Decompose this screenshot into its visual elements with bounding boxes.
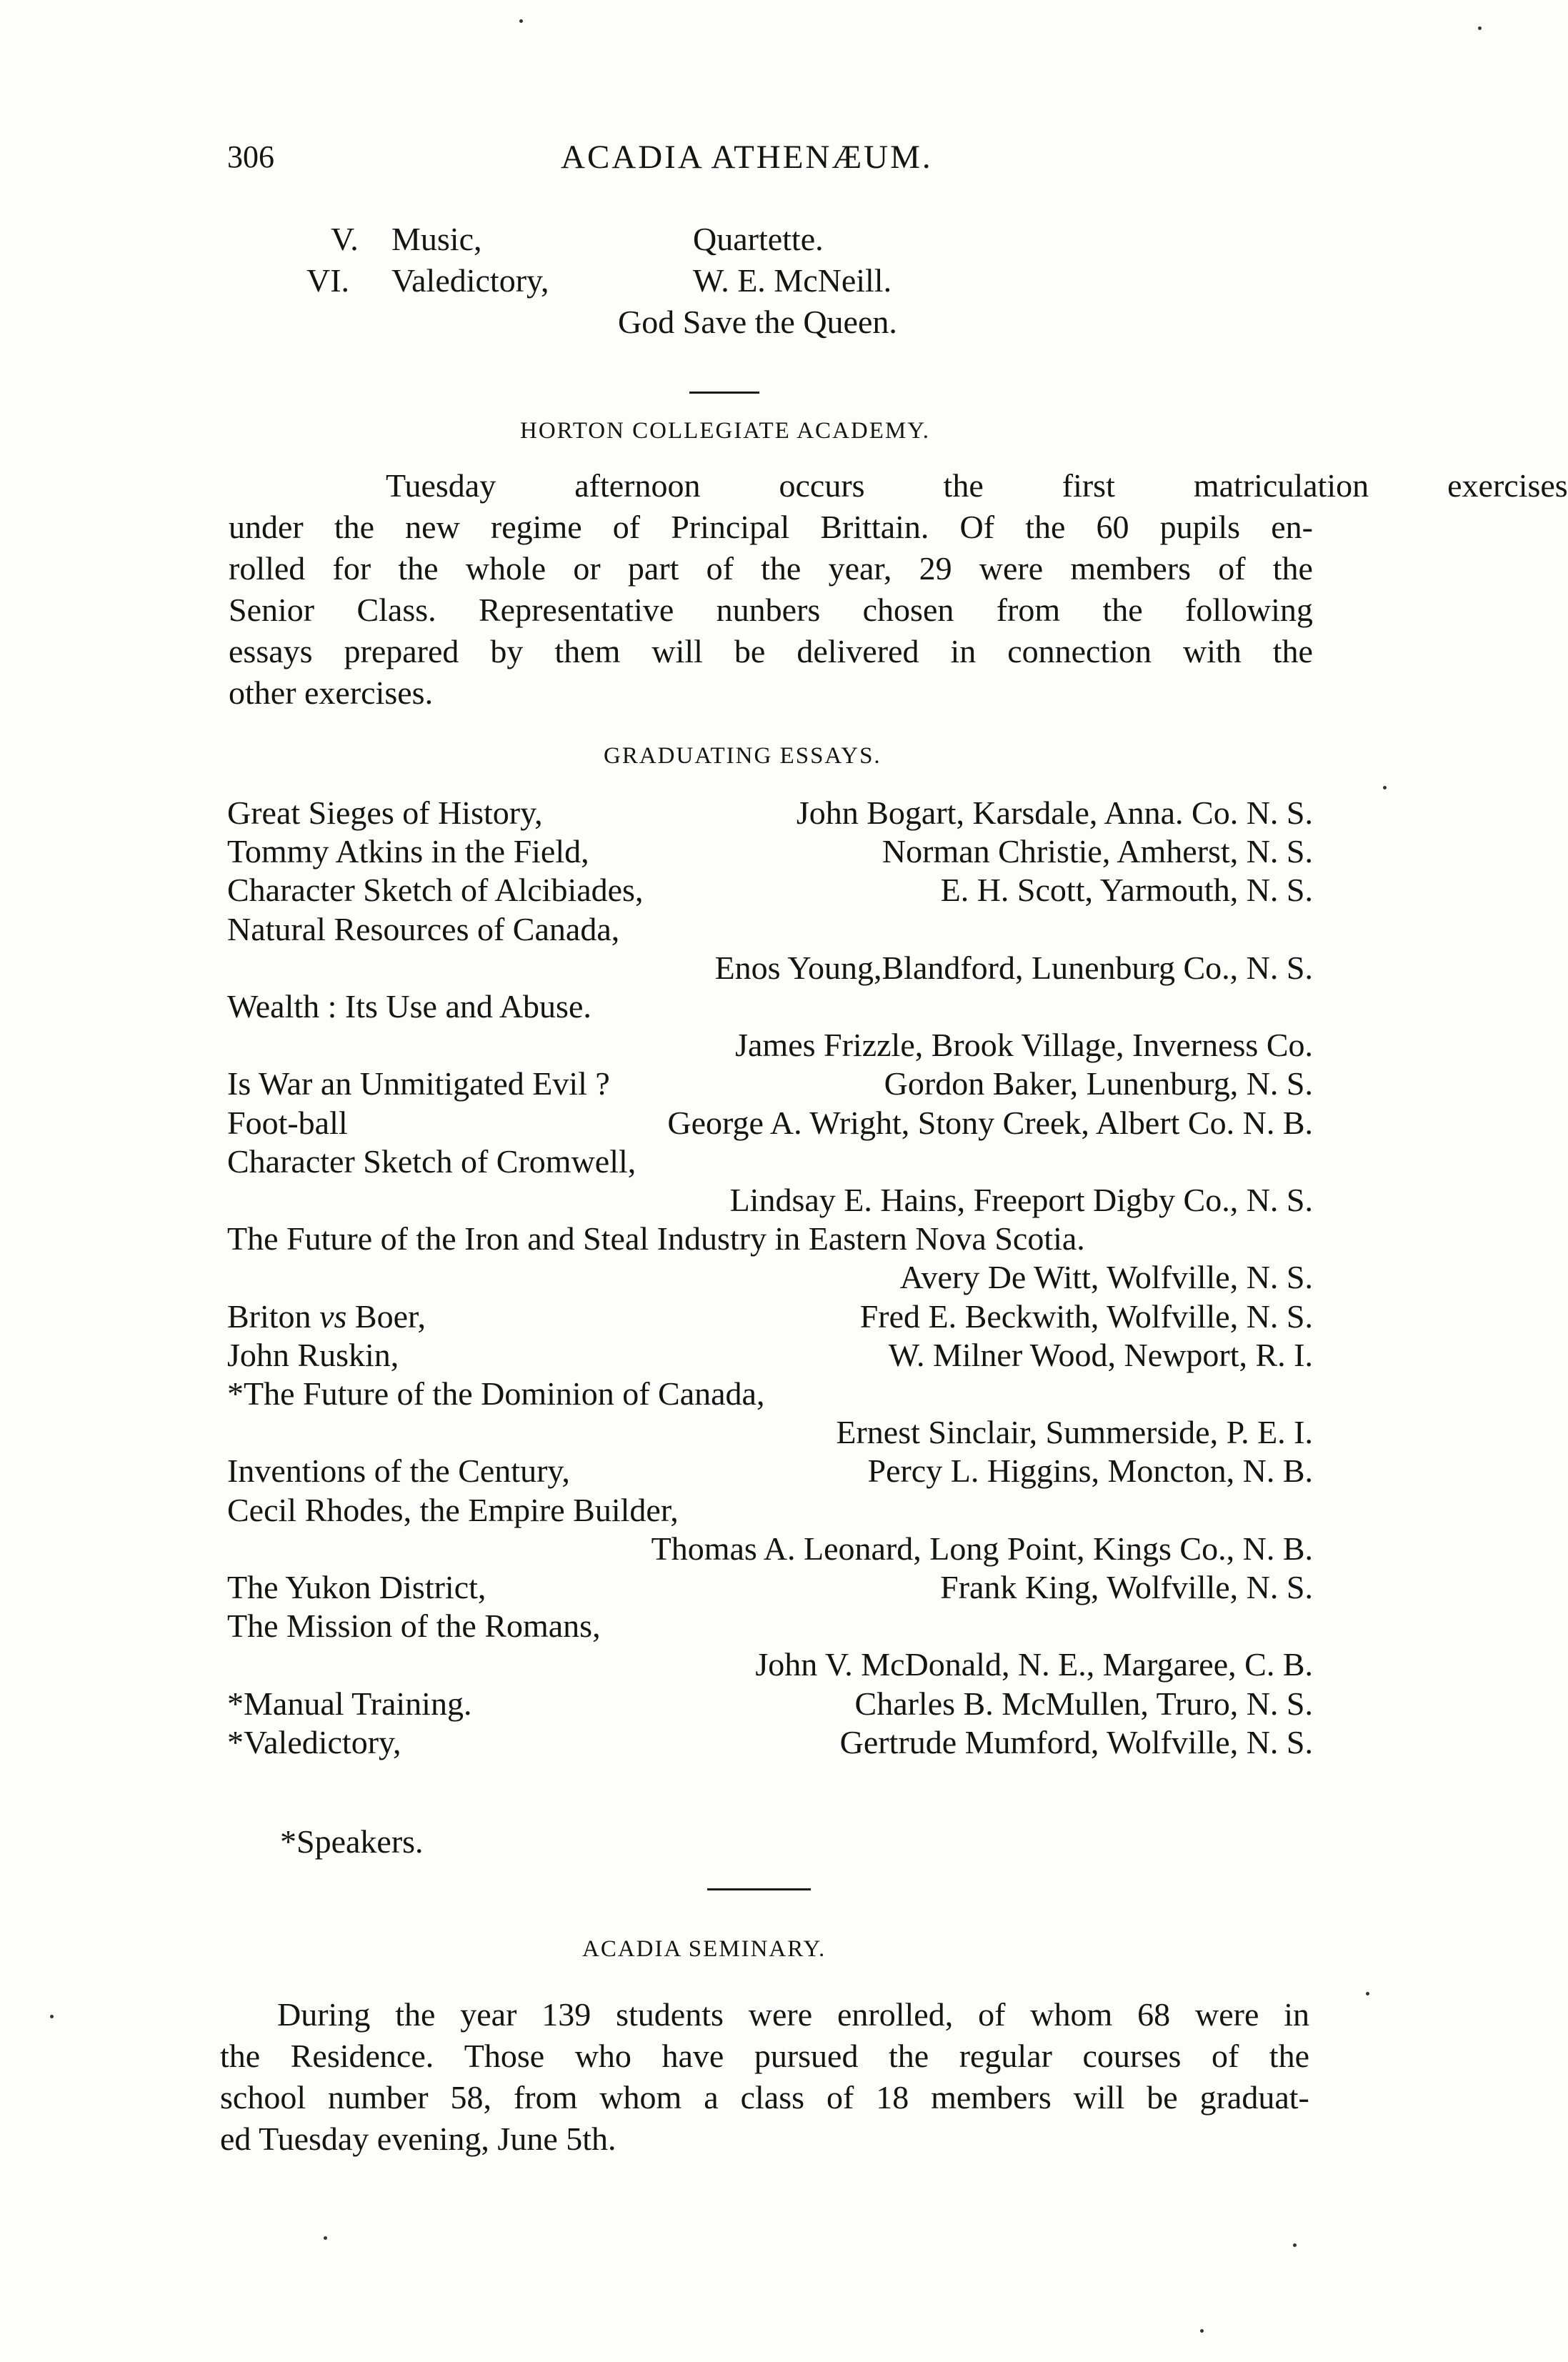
word: were [748, 1996, 813, 2033]
word: connection [1007, 633, 1152, 669]
word: nunbers [716, 592, 821, 628]
seminary-heading: ACADIA SEMINARY. [582, 1936, 827, 1962]
essay-row [227, 1567, 1313, 1608]
essay-title: *Manual Training. [227, 1685, 472, 1722]
word: a [704, 2079, 719, 2116]
horton-line-4 [229, 589, 1313, 631]
word: 68 [1137, 1996, 1171, 2033]
essay-title: Briton vs Boer, [227, 1298, 426, 1335]
word: delivered [797, 633, 919, 669]
seminary-paragraph [220, 1994, 1309, 2160]
essay-author: E. H. Scott, Yarmouth, N. S. [940, 872, 1313, 908]
word: whom [1030, 1996, 1113, 2033]
word: have [661, 2038, 724, 2074]
essay-row [227, 1141, 1313, 1182]
page-number: 306 [227, 139, 274, 174]
seminary-line-4: ed Tuesday evening, June 5th. [220, 2121, 616, 2157]
word: 18 [876, 2079, 909, 2116]
essay-author: Fred E. Beckwith, Wolfville, N. S. [859, 1298, 1313, 1335]
word: students [616, 1996, 724, 2033]
program-item-music: Music, [391, 221, 482, 257]
word: Brittain. [820, 509, 929, 545]
word: the [761, 550, 802, 587]
word: During [277, 1996, 371, 2033]
word: matriculation [1193, 467, 1369, 504]
essay-row [227, 1063, 1313, 1105]
essay-row [227, 1528, 1313, 1570]
word: the [888, 2038, 929, 2074]
word: the [943, 467, 984, 504]
section-divider [689, 392, 759, 394]
essay-row [227, 792, 1313, 834]
word: from [996, 592, 1061, 628]
word: whom [599, 2079, 682, 2116]
essay-author: James Frizzle, Brook Village, Inverness Co. [735, 1027, 1313, 1063]
essay-title: Great Sieges of History, [227, 794, 543, 831]
word: year, [828, 550, 892, 587]
horton-paragraph [229, 465, 1568, 714]
essay-title: Cecil Rhodes, the Empire Builder, [227, 1492, 679, 1528]
essay-author: Charles B. McMullen, Truro, N. S. [854, 1685, 1313, 1722]
essay-author: Norman Christie, Amherst, N. S. [882, 833, 1313, 869]
scan-speck [519, 19, 523, 23]
word: 58, [450, 2079, 491, 2116]
word: who [574, 2038, 631, 2074]
essay-row [227, 1296, 1313, 1337]
essay-row [227, 1722, 1313, 1763]
horton-line-2 [229, 507, 1313, 548]
word: the [1102, 592, 1143, 628]
essay-row [227, 1605, 1313, 1647]
essay-title: The Yukon District, [227, 1569, 486, 1605]
word: Principal [671, 509, 790, 545]
word: them [554, 633, 621, 669]
word: 29 [919, 550, 952, 587]
word: the [395, 1996, 436, 2033]
word: Representative [478, 592, 674, 628]
essay-title: Character Sketch of Alcibiades, [227, 872, 644, 908]
essay-row [227, 869, 1313, 911]
word: courses [1082, 2038, 1182, 2074]
program-closing: God Save the Queen. [618, 304, 897, 340]
essay-row [227, 1257, 1313, 1298]
scan-speck [1293, 2243, 1297, 2247]
word: will [1073, 2079, 1125, 2116]
essay-author: Thomas A. Leonard, Long Point, Kings Co., N. B. [651, 1530, 1313, 1567]
essay-row [227, 1218, 1313, 1260]
essay-row [227, 1490, 1313, 1531]
word: the [1272, 550, 1313, 587]
word: regular [959, 2038, 1052, 2074]
seminary-line-1 [220, 1994, 1309, 2035]
word: Residence. [290, 2038, 434, 2074]
scan-speck [324, 2236, 327, 2240]
running-title: ACADIA ATHENÆUM. [561, 139, 933, 176]
word: were [979, 550, 1044, 587]
word: enrolled, [837, 1996, 954, 2033]
word: in [950, 633, 977, 669]
word: of [978, 1996, 1006, 2033]
section-divider [707, 1888, 811, 1890]
scan-speck [1478, 26, 1482, 30]
word: prepared [344, 633, 459, 669]
essay-row [227, 1102, 1313, 1144]
word: whole [465, 550, 546, 587]
essay-author: Ernest Sinclair, Summerside, P. E. I. [836, 1414, 1313, 1450]
essay-author: Gordon Baker, Lunenburg, N. S. [884, 1065, 1313, 1102]
essay-title: Wealth : Its Use and Abuse. [227, 988, 591, 1025]
word: new [405, 509, 460, 545]
essay-title: Character Sketch of Cromwell, [227, 1143, 636, 1180]
word: school [220, 2079, 306, 2116]
word: exercises [1447, 467, 1568, 504]
word: rolled [229, 550, 306, 587]
word: from [513, 2079, 578, 2116]
word: chosen [862, 592, 954, 628]
word: essays [229, 633, 313, 669]
word: of [826, 2079, 854, 2116]
seminary-line-2 [220, 2035, 1309, 2077]
horton-line-1 [229, 465, 1568, 507]
word: Class. [356, 592, 436, 628]
word: the [1272, 633, 1313, 669]
word: members [931, 2079, 1052, 2116]
italic-vs: vs [319, 1298, 347, 1335]
word: by [490, 633, 524, 669]
essay-row [227, 1412, 1313, 1453]
word: 60 [1096, 509, 1129, 545]
word: members [1070, 550, 1191, 587]
word: of [612, 509, 641, 545]
word: pupils [1159, 509, 1241, 545]
word: part [627, 550, 679, 587]
word: occurs [779, 467, 865, 504]
essay-title: Natural Resources of Canada, [227, 911, 620, 947]
word: number [328, 2079, 429, 2116]
essay-author: Percy L. Higgins, Moncton, N. B. [867, 1452, 1313, 1489]
program-performer-mcneill: W. E. McNeill. [693, 262, 892, 299]
seminary-line-3 [220, 2077, 1309, 2118]
essay-row [227, 986, 1313, 1027]
essay-author: John Bogart, Karsdale, Anna. Co. N. S. [796, 794, 1313, 831]
essay-title: Tommy Atkins in the Field, [227, 833, 589, 869]
essay-title: John Ruskin, [227, 1337, 399, 1373]
scan-speck [1200, 2329, 1204, 2333]
essay-row [227, 831, 1313, 872]
word: the [220, 2038, 261, 2074]
word: Of [959, 509, 995, 545]
program-performer-quartette: Quartette. [693, 221, 824, 257]
word: with [1183, 633, 1242, 669]
essay-author: Enos Young,Blandford, Lunenburg Co., N. S. [714, 950, 1313, 986]
essay-author: Gertrude Mumford, Wolfville, N. S. [839, 1724, 1313, 1760]
word: under [229, 509, 304, 545]
program-numeral-vi: VI. [306, 262, 350, 299]
word: Those [464, 2038, 545, 2074]
essay-author: John V. McDonald, N. E., Margaree, C. B. [755, 1646, 1313, 1683]
essay-row [227, 1683, 1313, 1725]
essay-row [227, 1335, 1313, 1376]
word: the [398, 550, 439, 587]
horton-heading: HORTON COLLEGIATE ACADEMY. [520, 418, 931, 444]
horton-line-5 [229, 631, 1313, 672]
word: be [1147, 2079, 1178, 2116]
essay-row [227, 947, 1313, 989]
word: or [573, 550, 601, 587]
essay-title: *Valedictory, [227, 1724, 401, 1760]
word: afternoon [574, 467, 701, 504]
essay-title: *The Future of the Dominion of Canada, [227, 1375, 765, 1412]
word: class [740, 2079, 805, 2116]
word: for [332, 550, 371, 587]
word: of [706, 550, 734, 587]
essay-author: W. Milner Wood, Newport, R. I. [888, 1337, 1313, 1373]
scan-speck [1366, 1992, 1369, 1995]
word: en- [1271, 509, 1313, 545]
essay-title: Foot-ball [227, 1105, 348, 1141]
word: year [460, 1996, 517, 2033]
essays-heading: GRADUATING ESSAYS. [604, 743, 882, 769]
scan-speck [50, 2015, 54, 2018]
word: first [1062, 467, 1115, 504]
word: of [1218, 550, 1246, 587]
horton-line-6: other exercises. [229, 674, 434, 711]
horton-line-3 [229, 548, 1313, 589]
word: of [1211, 2038, 1239, 2074]
essay-author: Frank King, Wolfville, N. S. [940, 1569, 1313, 1605]
essay-title: Inventions of the Century, [227, 1452, 570, 1489]
essay-author: Lindsay E. Hains, Freeport Digby Co., N. S. [729, 1182, 1313, 1218]
essay-author: George A. Wright, Stony Creek, Albert Co. N. B. [667, 1105, 1313, 1141]
word: be [734, 633, 766, 669]
essay-title: The Mission of the Romans, [227, 1608, 601, 1644]
word: Senior [229, 592, 315, 628]
scan-speck [1383, 786, 1387, 789]
essay-row [227, 909, 1313, 950]
essay-title: The Future of the Iron and Steal Industry in Eastern Nova Scotia. [227, 1220, 1085, 1257]
essay-author: Avery De Witt, Wolfville, N. S. [899, 1259, 1313, 1295]
word: 139 [541, 1996, 591, 2033]
speakers-footnote: *Speakers. [280, 1823, 424, 1860]
program-item-valedictory: Valedictory, [391, 262, 549, 299]
word: Tuesday [386, 467, 496, 504]
word: regime [490, 509, 582, 545]
word: pursued [754, 2038, 859, 2074]
essay-title: Is War an Unmitigated Evil ? [227, 1065, 610, 1102]
essay-row [227, 1373, 1313, 1415]
word: the [1269, 2038, 1309, 2074]
program-numeral-v: V. [331, 221, 359, 257]
word: graduat- [1199, 2079, 1309, 2116]
word: will [651, 633, 703, 669]
essay-row [227, 1644, 1313, 1685]
word: the [334, 509, 375, 545]
essay-row [227, 1450, 1313, 1492]
essay-row [227, 1180, 1313, 1221]
word: were [1194, 1996, 1259, 2033]
essay-row [227, 1025, 1313, 1066]
word: following [1185, 592, 1313, 628]
word: in [1284, 1996, 1309, 2033]
word: the [1025, 509, 1066, 545]
